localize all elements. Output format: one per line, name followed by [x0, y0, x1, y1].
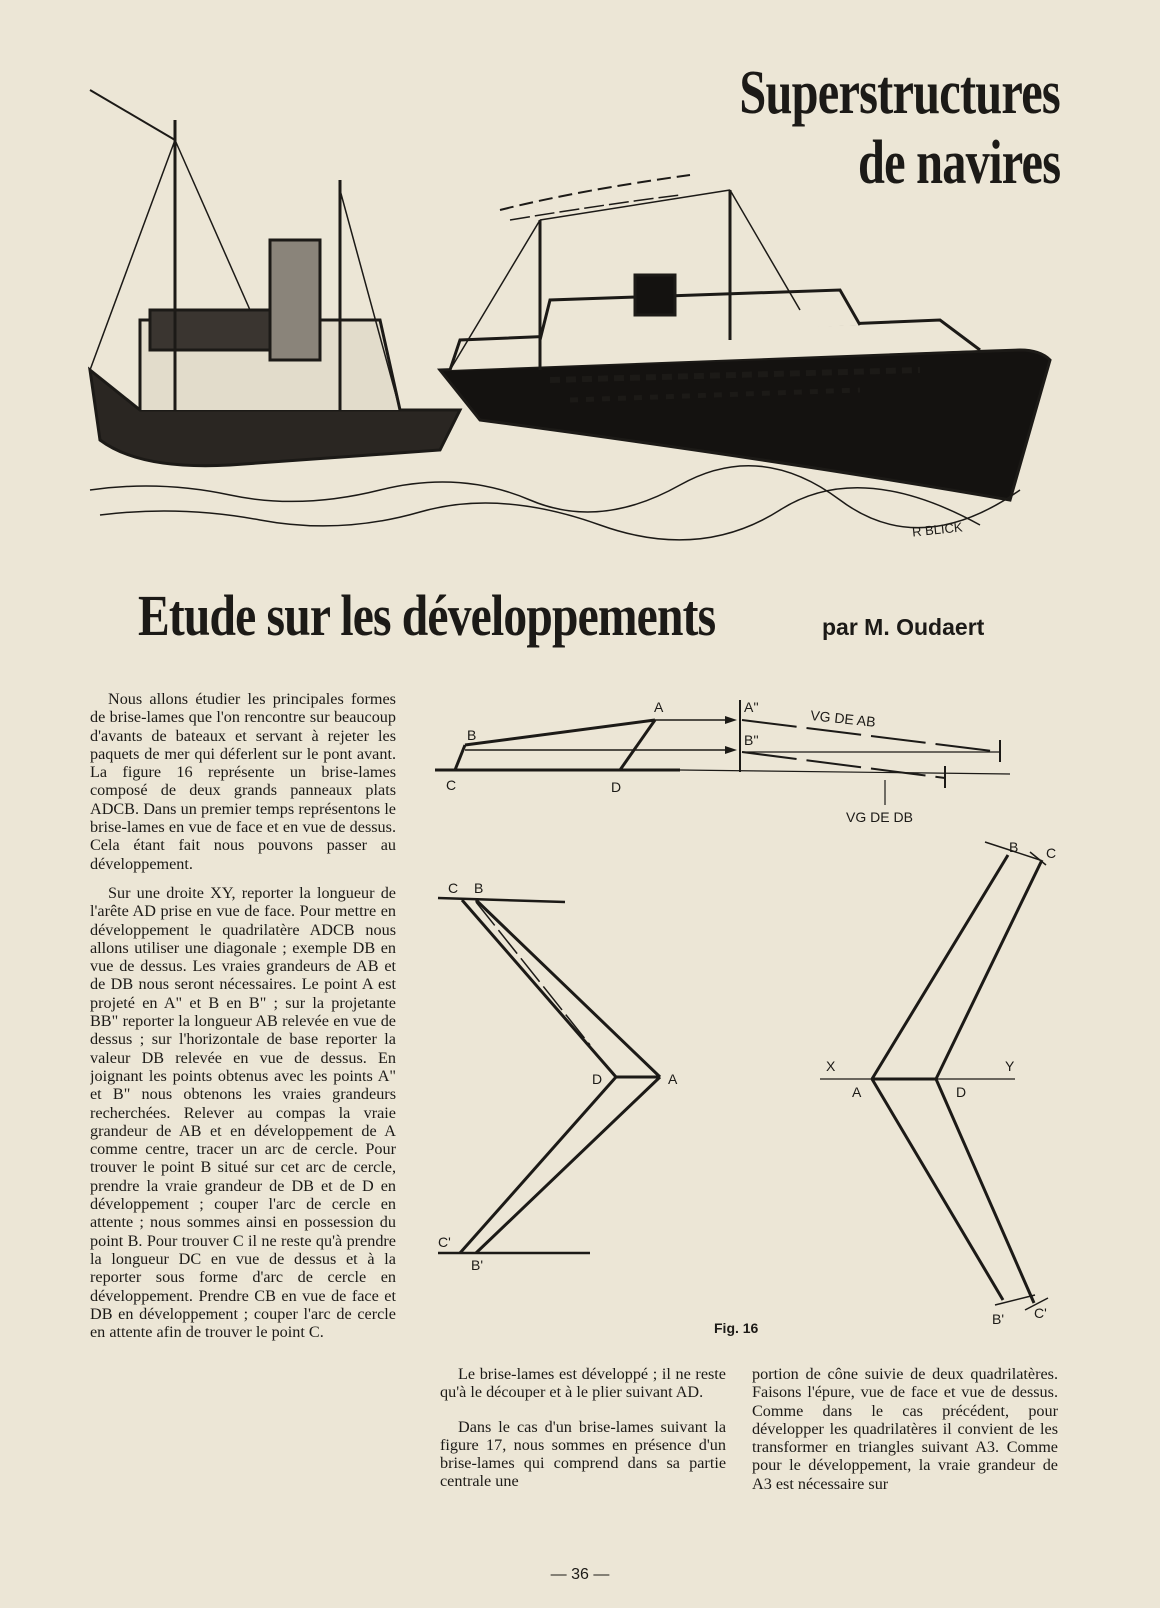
paragraph: Sur une droite XY, reporter la longueur de l'arête AD prise en vue de face. Pour mettre en développement le quadrilatère ADCB nous allons utiliser une diagonale ; exemple DB en vue de dessus. Les vraies grandeurs de AB et de DB nous seront nécessaires. Le point A est projeté en A" et B en B" ; sur la projetante BB" reporter la longueur AB relevée en vue de dessus ; sur l'horizontale de base reporter la valeur DB relevée en vue de dessus. En joignant les points obtenus avec les points A" et B" nous obtenons les vraies grandeurs recherchées. Relever au compas la vraie grandeur de AB et en développement de A comme centre, tracer un arc de cercle. Pour trouver le point B situé sur cet arc de cercle, prendre la vraie grandeur de DB et de D en développement ; couper l'arc de cercle en attente ; nous sommes ainsi en possession du point B. Pour trouver C il ne reste qu'à prendre la longueur DC en vue de dessus et à la reporter sous forme d'arc de cercle en développement. Prendre CB en vue de face et DB en développement ; couper l'arc de cercle en attente afin de trouver le point C.	[90, 883, 396, 1342]
label-a-double-prime: A''	[744, 699, 759, 715]
label-c-prime-dev: C'	[1034, 1305, 1047, 1321]
page-title-line2: de navires	[857, 129, 1060, 197]
label-b-dev: B	[1009, 839, 1019, 855]
article-headline: Etude sur les développements	[138, 583, 716, 648]
label-d-front: D	[592, 1071, 603, 1087]
page-title-line1: Superstructures	[739, 59, 1060, 127]
label-b-prime-dev: B'	[992, 1311, 1005, 1327]
body-column-2	[440, 1365, 726, 1502]
label-b-double-prime: B''	[744, 732, 759, 748]
label-vg-db: VG DE DB	[846, 809, 913, 825]
label-c-prime-front: C'	[438, 1234, 451, 1250]
label-d-dev: D	[956, 1084, 967, 1100]
label-y: Y	[1005, 1058, 1015, 1074]
label-c-dev: C	[1046, 845, 1057, 861]
label-c-front: C	[448, 880, 459, 896]
paragraph: portion de cône suivie de deux quadrilatères. Faisons l'épure, vue de face et vue de dessus. Comme dans le cas précédent, pour développer les quadrilatères il convient de les transformer en triangles suivant A3. Comme pour le développement, la vraie grandeur de A3 est nécessaire sur	[752, 1365, 1058, 1493]
label-b-front: B	[474, 880, 484, 896]
article-byline: par M. Oudaert	[822, 614, 985, 640]
paragraph: Le brise-lames est développé ; il ne reste qu'à le découper et à le plier suivant AD.	[440, 1365, 726, 1402]
label-a-front: A	[668, 1071, 678, 1087]
label-c-top: C	[446, 777, 457, 793]
label-b-top: B	[467, 727, 477, 743]
page-number: — 36 —	[550, 1566, 610, 1583]
label-b-prime-front: B'	[471, 1257, 484, 1273]
label-a-top: A	[654, 699, 664, 715]
illustration-signature: R BLICK	[911, 519, 964, 540]
figure-caption: Fig. 16	[714, 1320, 759, 1336]
label-a-dev: A	[852, 1084, 862, 1100]
label-vg-ab: VG DE AB	[809, 707, 877, 730]
label-d-top: D	[611, 779, 622, 795]
label-x: X	[826, 1058, 836, 1074]
paragraph: Nous allons étudier les principales formes de brise-lames que l'on rencontre sur beaucoup d'avants de bateaux et servant à rejeter les paquets de mer qui déferlent sur le pont avant. La figure 16 représente un brise-lames composé de deux grands panneaux plats ADCB. Dans un premier temps représentons le brise-lames en vue de face et en vue de dessus. Cela étant fait nous pouvons passer au développement.	[90, 690, 396, 873]
paragraph: Dans le cas d'un brise-lames suivant la figure 17, nous sommes en présence d'un brise-lames qui comprend dans sa partie centrale une	[440, 1417, 726, 1491]
body-column-3	[752, 1365, 1058, 1504]
